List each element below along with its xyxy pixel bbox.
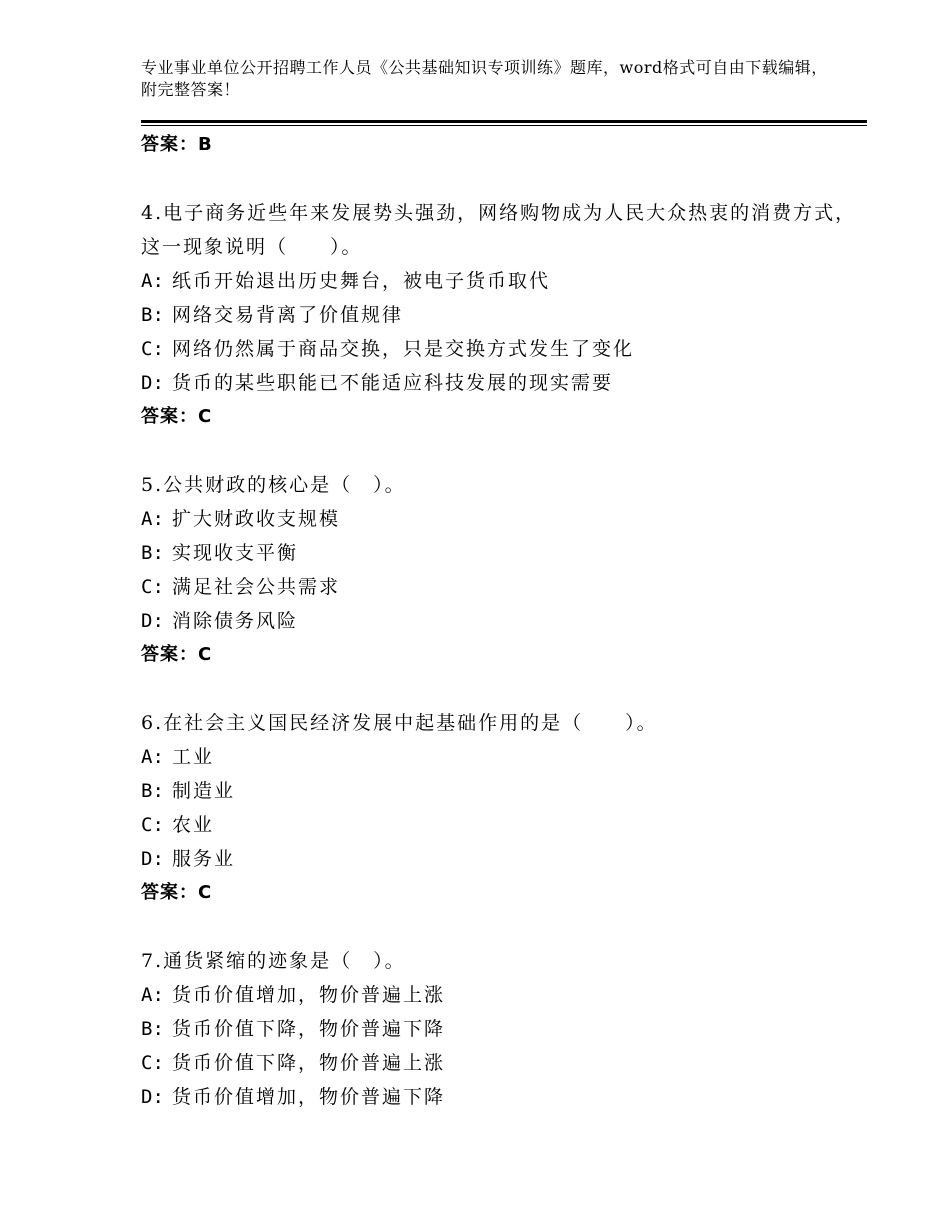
option-d: D: 消除债务风险 — [141, 610, 298, 632]
option-c: C: 货币价值下降，物价普遍上涨 — [141, 1052, 445, 1074]
option-a: A: 扩大财政收支规模 — [141, 508, 340, 530]
option-c: C: 满足社会公共需求 — [141, 576, 340, 598]
answer-line: 答案：B — [141, 134, 213, 155]
answer-line: 答案：C — [141, 644, 213, 665]
question-text: 6.在社会主义国民经济发展中起基础作用的是（ ）。 — [141, 712, 658, 734]
question-block — [141, 196, 867, 434]
question-text: 7.通货紧缩的迹象是（ ）。 — [141, 950, 406, 972]
option-d: D: 货币的某些职能已不能适应科技发展的现实需要 — [141, 372, 613, 394]
option-d: D: 货币价值增加，物价普遍下降 — [141, 1086, 445, 1108]
option-b: B: 网络交易背离了价值规律 — [141, 304, 403, 326]
option-c: C: 农业 — [141, 814, 214, 836]
option-a: A: 货币价值增加，物价普遍上涨 — [141, 984, 445, 1006]
answer-line: 答案：C — [141, 406, 213, 427]
page-header: 专业事业单位公开招聘工作人员《公共基础知识专项训练》题库，word格式可自由下载编辑，附完整答案！ — [141, 58, 828, 99]
header-rule-thick — [141, 120, 867, 123]
question-block — [141, 468, 867, 672]
question-text: 5.公共财政的核心是（ ）。 — [141, 474, 406, 496]
header-rule-thin — [141, 125, 867, 126]
option-d: D: 服务业 — [141, 848, 235, 870]
question-list — [141, 128, 867, 1114]
option-a: A: 纸币开始退出历史舞台，被电子货币取代 — [141, 270, 550, 292]
question-text: 4.电子商务近些年来发展势头强劲，网络购物成为人民大众热衷的消费方式，这一现象说明（ ）。 — [141, 202, 857, 258]
question-block — [141, 706, 867, 910]
option-c: C: 网络仍然属于商品交换，只是交换方式发生了变化 — [141, 338, 634, 360]
option-b: B: 货币价值下降，物价普遍下降 — [141, 1018, 445, 1040]
question-block — [141, 944, 867, 1114]
answer-line: 答案：C — [141, 882, 213, 903]
option-b: B: 制造业 — [141, 780, 235, 802]
option-a: A: 工业 — [141, 746, 214, 768]
option-b: B: 实现收支平衡 — [141, 542, 298, 564]
